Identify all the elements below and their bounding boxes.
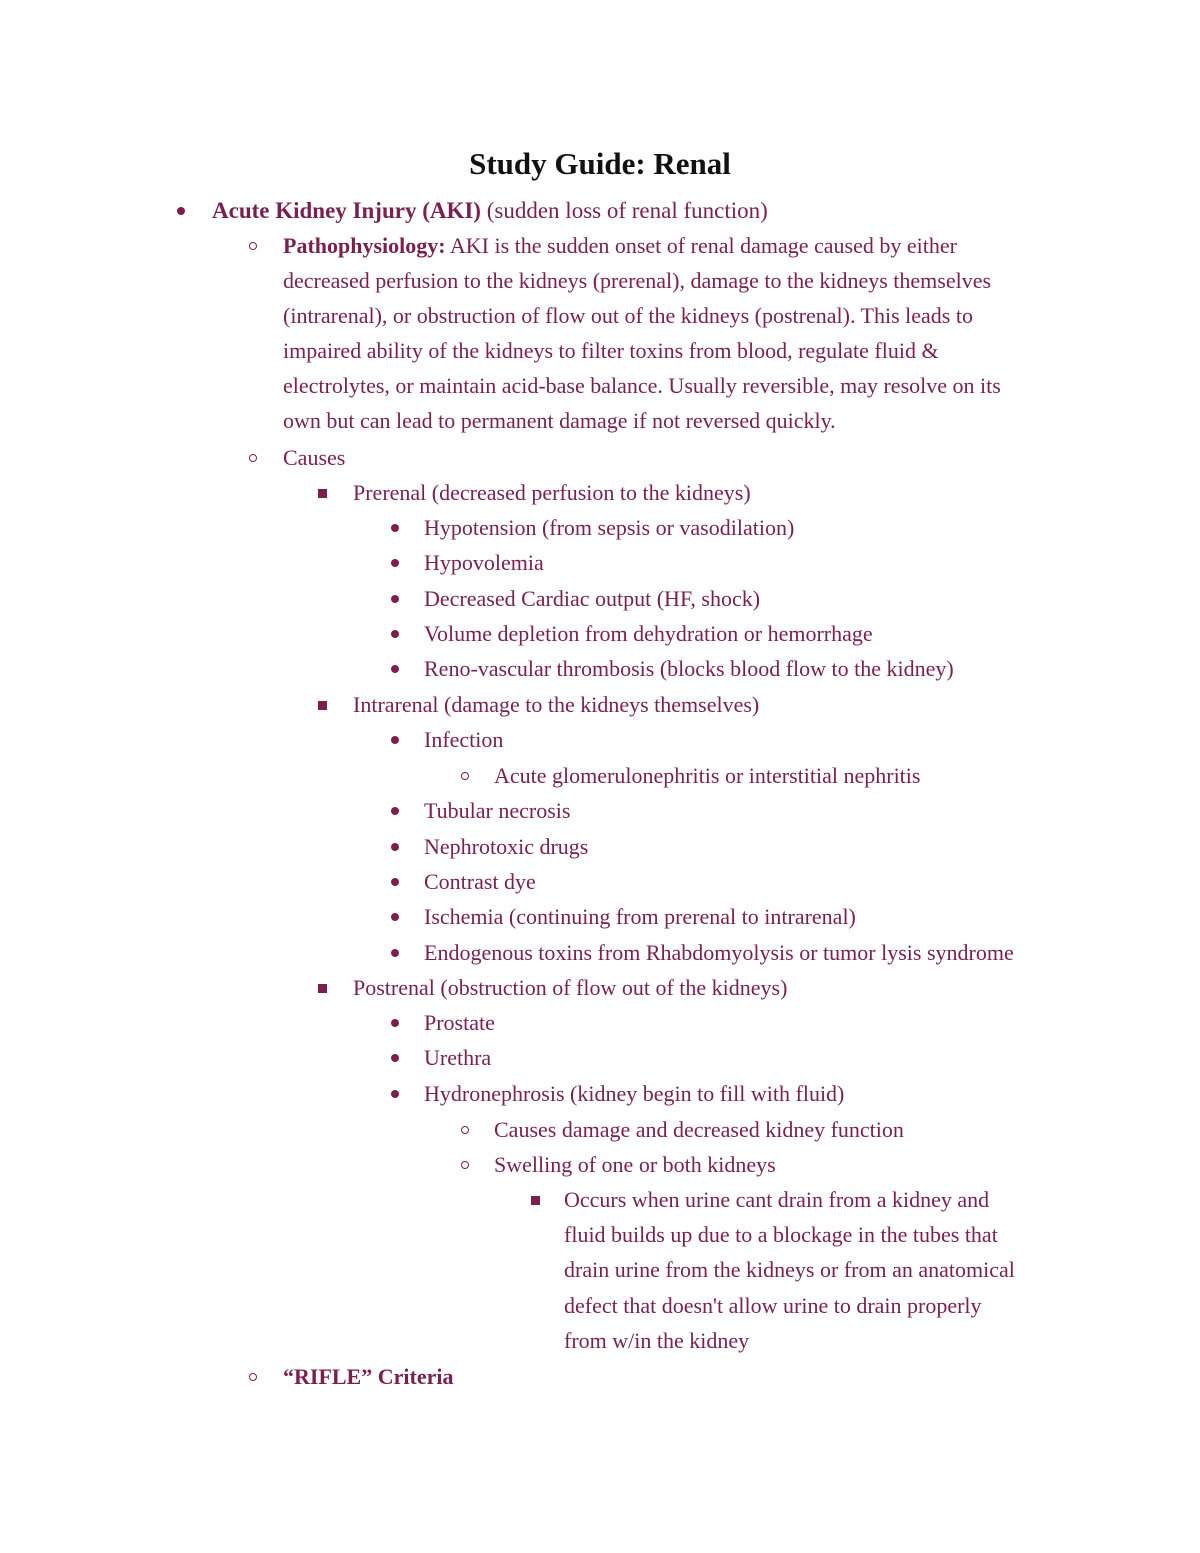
bullet-circle-icon: [461, 772, 469, 780]
aki-heading: Acute Kidney Injury (AKI): [212, 198, 481, 223]
prerenal-item: Volume depletion from dehydration or hemorrhage: [424, 621, 873, 646]
bullet-square-icon: [318, 701, 327, 710]
intrarenal-label: Intrarenal (damage to the kidneys themselves): [353, 692, 760, 717]
prerenal-item: Decreased Cardiac output (HF, shock): [424, 586, 761, 611]
prerenal-item: Reno-vascular thrombosis (blocks blood flow to the kidney): [424, 656, 954, 681]
bullet-disc-icon: [391, 559, 399, 567]
bullet-circle-icon: [461, 1126, 469, 1134]
postrenal-label: Postrenal (obstruction of flow out of the kidneys): [353, 975, 788, 1000]
patho-text-3: (intrarenal), or obstruction of flow out of the kidneys (postrenal). This leads to: [283, 303, 973, 328]
prerenal-item: Hypotension (from sepsis or vasodilation): [424, 515, 795, 540]
aki-heading-suffix: (sudden loss of renal function): [480, 198, 768, 223]
swelling-detail-2: fluid builds up due to a blockage in the tubes that: [564, 1222, 998, 1247]
swelling-detail-4: defect that doesn't allow urine to drain properly: [564, 1293, 982, 1318]
patho-text-4: impaired ability of the kidneys to filter toxins from blood, regulate fluid &: [283, 338, 939, 363]
postrenal-item: Urethra: [424, 1045, 492, 1070]
bullet-disc-icon: [391, 736, 399, 744]
bullet-disc-icon: [391, 913, 399, 921]
patho-label: Pathophysiology:: [283, 233, 446, 258]
intrarenal-item: Nephrotoxic drugs: [424, 834, 589, 859]
bullet-disc-icon: [391, 878, 399, 886]
bullet-disc-icon: [391, 1090, 399, 1098]
swelling-detail-3: drain urine from the kidneys or from an anatomical: [564, 1257, 1015, 1282]
bullet-square-icon: [531, 1196, 540, 1205]
intrarenal-item: Contrast dye: [424, 869, 536, 894]
hydro-sub: Swelling of one or both kidneys: [494, 1152, 776, 1177]
bullet-disc-icon: [391, 807, 399, 815]
bullet-circle-icon: [249, 454, 257, 462]
prerenal-label: Prerenal (decreased perfusion to the kidneys): [353, 480, 751, 505]
bullet-disc-icon: [391, 1019, 399, 1027]
infection-sub: Acute glomerulonephritis or interstitial nephritis: [494, 763, 921, 788]
bullet-disc-icon: [391, 524, 399, 532]
intrarenal-item: Endogenous toxins from Rhabdomyolysis or tumor lysis syndrome: [424, 940, 1014, 965]
bullet-disc-icon: [391, 949, 399, 957]
patho-text-2: decreased perfusion to the kidneys (prerenal), damage to the kidneys themselves: [283, 268, 992, 293]
intrarenal-infection: Infection: [424, 727, 504, 752]
patho-text-1: AKI is the sudden onset of renal damage caused by either: [445, 233, 957, 258]
bullet-circle-icon: [249, 242, 257, 250]
bullet-square-icon: [318, 489, 327, 498]
hydro-sub: Causes damage and decreased kidney function: [494, 1117, 904, 1142]
aki-heading-line: [212, 193, 768, 228]
patho-line-1: [283, 228, 957, 263]
bullet-circle-icon: [461, 1161, 469, 1169]
bullet-disc-icon: [177, 207, 185, 215]
prerenal-item: Hypovolemia: [424, 550, 544, 575]
patho-text-5: electrolytes, or maintain acid-base balance. Usually reversible, may resolve on its: [283, 373, 1001, 398]
postrenal-item: Prostate: [424, 1010, 495, 1035]
bullet-disc-icon: [391, 843, 399, 851]
swelling-detail-5: from w/in the kidney: [564, 1328, 750, 1353]
bullet-circle-icon: [249, 1373, 257, 1381]
causes-label: Causes: [283, 445, 346, 470]
bullet-disc-icon: [391, 1054, 399, 1062]
postrenal-item: Hydronephrosis (kidney begin to fill with fluid): [424, 1081, 845, 1106]
intrarenal-item: Ischemia (continuing from prerenal to intrarenal): [424, 904, 856, 929]
bullet-disc-icon: [391, 630, 399, 638]
swelling-detail-1: Occurs when urine cant drain from a kidney and: [564, 1187, 990, 1212]
rifle-label: “RIFLE” Criteria: [283, 1364, 454, 1389]
bullet-disc-icon: [391, 665, 399, 673]
page-title: Study Guide: Renal: [469, 146, 731, 181]
intrarenal-item: Tubular necrosis: [424, 798, 571, 823]
patho-text-6: own but can lead to permanent damage if not reversed quickly.: [283, 408, 836, 433]
bullet-disc-icon: [391, 595, 399, 603]
bullet-square-icon: [318, 984, 327, 993]
